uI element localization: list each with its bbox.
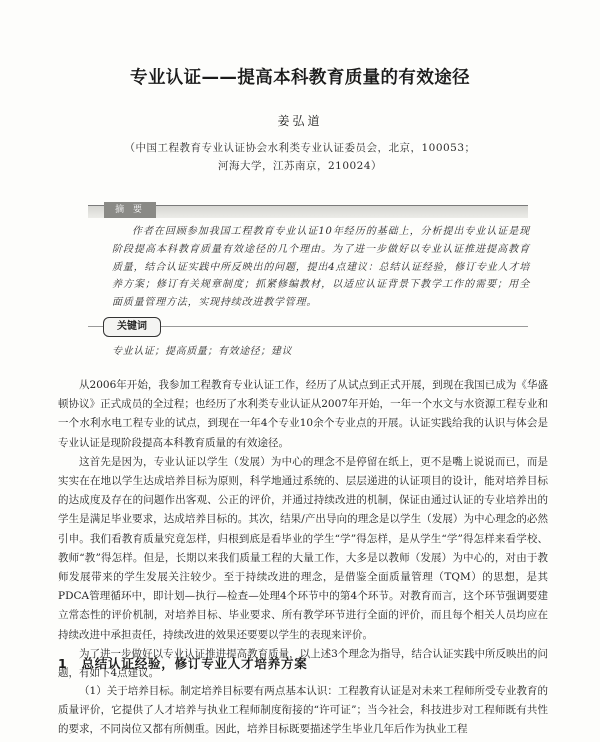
author-name: 姜弘道 bbox=[277, 114, 323, 128]
section-1-title: 总结认证经验，修订专业人才培养方案 bbox=[81, 656, 308, 671]
keywords-label: 关键词 bbox=[103, 317, 161, 337]
abstract-paragraph: 作者在回顾参加我国工程教育专业认证10年经历的基础上，分析提出专业认证是现阶段提高本科教育质量有效途径的几个理由。为了进一步做好以专业认证推进提高教育质量，结合认证实践中所反映出的问题，提出4点建议：总结认证经验，修订专业人才培养方案；修订有关规章制度；抓紧修编教材，以适应认证背景下教学工作的需要；用全面质量管理方法，实现持续改进教学管理。 bbox=[112, 226, 530, 309]
paper-title: 专业认证——提高本科教育质量的有效途径 bbox=[129, 68, 471, 88]
body-paragraph-2: 这首先是因为，专业认证以学生（发展）为中心的理念不是停留在纸上，更不是嘴上说说而已，而是实实在在地以学生达成培养目标为原则，科学地通过系统的、层层递进的认证项目的设计，能对培养目标的达成度及存在的问题作出客观、公正的评价，并通过持续改进的机制，保证由通过认证的专业培养出的学生是满足毕业要求，达成培养目标的。其次，结果/产出导向的理念是以学生（发展）为中心理念的必然引申。我们看教育质量究竟怎样，归根到底是看毕业的学生“学”得怎样，是从学生“学”得怎样来看学校、教师“教”得怎样。但是，长期以来我们质量工程的大量工作，大多是以教师（发展）为中心的，对由于教师发展带来的学生发展关注较少。至于持续改进的理念，是借鉴全面质量管理（TQM）的思想，是其PDCA管理循环中，即计划—执行—检查—处理4个环节中的第4个环节。对教育而言，这个环节强调要建立常态性的评价机制，对培养目标、毕业要求、所有教学环节进行全面的评价，而且每个相关人员均应在持续改进中承担责任，持续改进的效果还要要以学生的表现来评价。 bbox=[58, 455, 548, 641]
body-paragraph-1: 从2006年开始，我参加工程教育专业认证工作，经历了从试点到正式开展，到现在我国已成为《华盛顿协议》正式成员的全过程；也经历了水利类专业认证从2007年开始，一年一个水文与水资源工程专业和一个水利水电工程专业的试点，到现在一年4个专业10余个专业点的开展。认证实践给我的认识与体会是专业认证是现阶段提高本科教育质量的有效途径。 bbox=[58, 379, 548, 449]
body-text bbox=[58, 376, 548, 683]
affiliation-line-2: 河海大学，江苏南京，210024） bbox=[217, 160, 383, 172]
section-1-heading bbox=[58, 654, 308, 672]
keywords-text: 专业认证；提高质量；有效途径；建议 bbox=[112, 346, 293, 357]
section-1-body bbox=[58, 682, 548, 740]
body-paragraph-3: 为了进一步做好以专业认证推进提高教育质量，以上述3个理念为指导，结合认证实践中所反映出的问题，有如下4点建议。 bbox=[58, 647, 548, 680]
abstract-label: 摘 要 bbox=[104, 202, 156, 218]
abstract-text bbox=[112, 223, 530, 312]
section-1-number: 1 bbox=[58, 656, 68, 671]
affiliation-line-1: （中国工程教育专业认证协会水利类专业认证委员会，北京，100053； bbox=[124, 142, 476, 154]
section-1-paragraph-1: （1）关于培养目标。制定培养目标要有两点基本认识：工程教育认证是对未来工程师所受专业教育的质量评价，它提供了人才培养与执业工程师制度衔接的“许可证”；当今社会，科技进步对工程师既有共性的要求，不同岗位又都有所侧重。因此，培养目标既要描述学生毕业几年后作为执业工程 bbox=[58, 685, 548, 736]
